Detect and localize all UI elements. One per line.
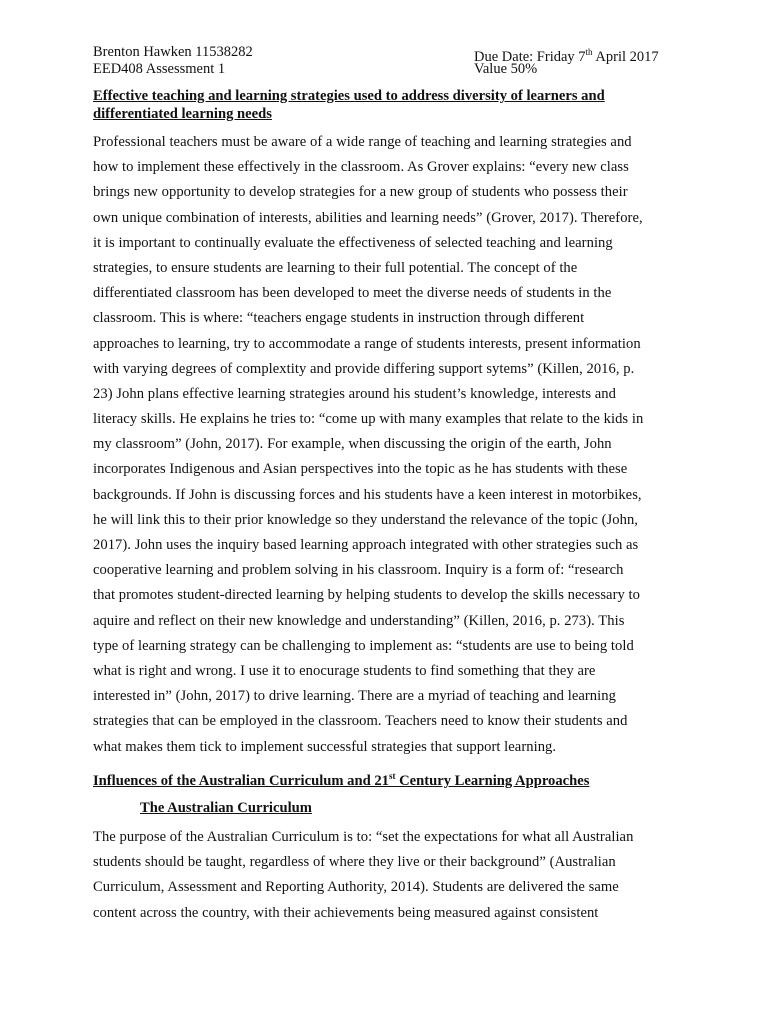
text-line: that promotes student-directed learning by helping students to develop the skills necessary to bbox=[93, 587, 640, 604]
text-line: classroom. This is where: “teachers engage students in instruction through different bbox=[93, 310, 585, 327]
paragraph-2 bbox=[93, 827, 683, 928]
text-line: interested in” (John, 2017) to drive learning. There are a myriad of teaching and learning bbox=[93, 688, 616, 705]
value-line: Value 50% bbox=[474, 61, 538, 77]
author-line: Brenton Hawken 11538282 bbox=[93, 44, 253, 60]
section-title: Effective teaching and learning strategies used to address diversity of learners and differentiated learning needs bbox=[93, 88, 605, 122]
paragraph-1 bbox=[93, 132, 683, 762]
text-line: The purpose of the Australian Curriculum is to: “set the expectations for what all Australian bbox=[93, 829, 634, 845]
text-line: content across the country, with their achievements being measured against consistent bbox=[93, 904, 599, 921]
heading-australian-curriculum-21st-century: Influences of the Australian Curriculum and 21st Century Learning Approaches bbox=[93, 771, 590, 789]
text-line: differentiated classroom has been developed to meet the diverse needs of students in the bbox=[93, 285, 612, 302]
text-line: he will link this to their prior knowledge so they understand the relevance of the topic (John, bbox=[93, 511, 638, 528]
text-line: incorporates Indigenous and Asian perspectives into the topic as he has students with these bbox=[93, 461, 628, 478]
text-line: how to implement these effectively in the classroom. As Grover explains: “every new class bbox=[93, 159, 629, 176]
text-line: cooperative learning and problem solving in his classroom. Inquiry is a form of: “research bbox=[93, 562, 624, 579]
text-line: own unique combination of interests, abilities and learning needs” (Grover, 2017). Therefore, bbox=[93, 209, 643, 226]
text-line: strategies that can be employed in the classroom. Teachers need to know their students and bbox=[93, 713, 628, 730]
text-line: Curriculum, Assessment and Reporting Authority, 2014). Students are delivered the same bbox=[93, 879, 619, 896]
text-line: strategies, to ensure students are learning to their full potential. The concept of the bbox=[93, 259, 578, 276]
header-row-1 bbox=[93, 44, 672, 65]
text-line: my classroom” (John, 2017). For example, when discussing the origin of the earth, John bbox=[93, 436, 612, 453]
text-line: what makes them tick to implement successful strategies that support learning. bbox=[93, 738, 557, 755]
text-line: Professional teachers must be aware of a wide range of teaching and learning strategies and bbox=[93, 134, 632, 150]
text-line: literacy skills. He explains he tries to: “come up with many examples that relate to the kids in bbox=[93, 411, 644, 428]
text-line: approaches to learning, try to accommodate a range of students interests, present information bbox=[93, 335, 641, 352]
text-line: aquire and reflect on their new knowledge and understanding” (Killen, 2016, p. 273). This bbox=[93, 612, 625, 629]
subheading-australian-curriculum: The Australian Curriculum bbox=[140, 800, 312, 816]
course-line: EED408 Assessment 1 bbox=[93, 61, 226, 77]
text-line: students should be taught, regardless of where they live or their background” (Australian bbox=[93, 854, 616, 871]
due-date: Due Date: Friday 7th April 2017 bbox=[474, 47, 659, 65]
text-line: 2017). John uses the inquiry based learning approach integrated with other strategies such as bbox=[93, 537, 639, 553]
text-line: with varying degrees of complextity and provide differing support sytems” (Killen, 2016, p. bbox=[93, 360, 635, 377]
text-line: brings new opportunity to develop strategies for a new group of students who possess their bbox=[93, 184, 628, 201]
text-line: backgrounds. If John is discussing forces and his students have a keen interest in motorbikes, bbox=[93, 486, 642, 503]
text-line: 23) John plans effective learning strategies around his student’s knowledge, interests and bbox=[93, 385, 616, 402]
text-line: it is important to continually evaluate the effectiveness of selected teaching and learning bbox=[93, 234, 613, 251]
text-line: what is right and wrong. I use it to enocurage students to find something that they are bbox=[93, 662, 596, 679]
text-line: type of learning strategy can be challenging to implement as: “students are use to being told bbox=[93, 637, 634, 654]
header-row-2 bbox=[93, 61, 672, 78]
